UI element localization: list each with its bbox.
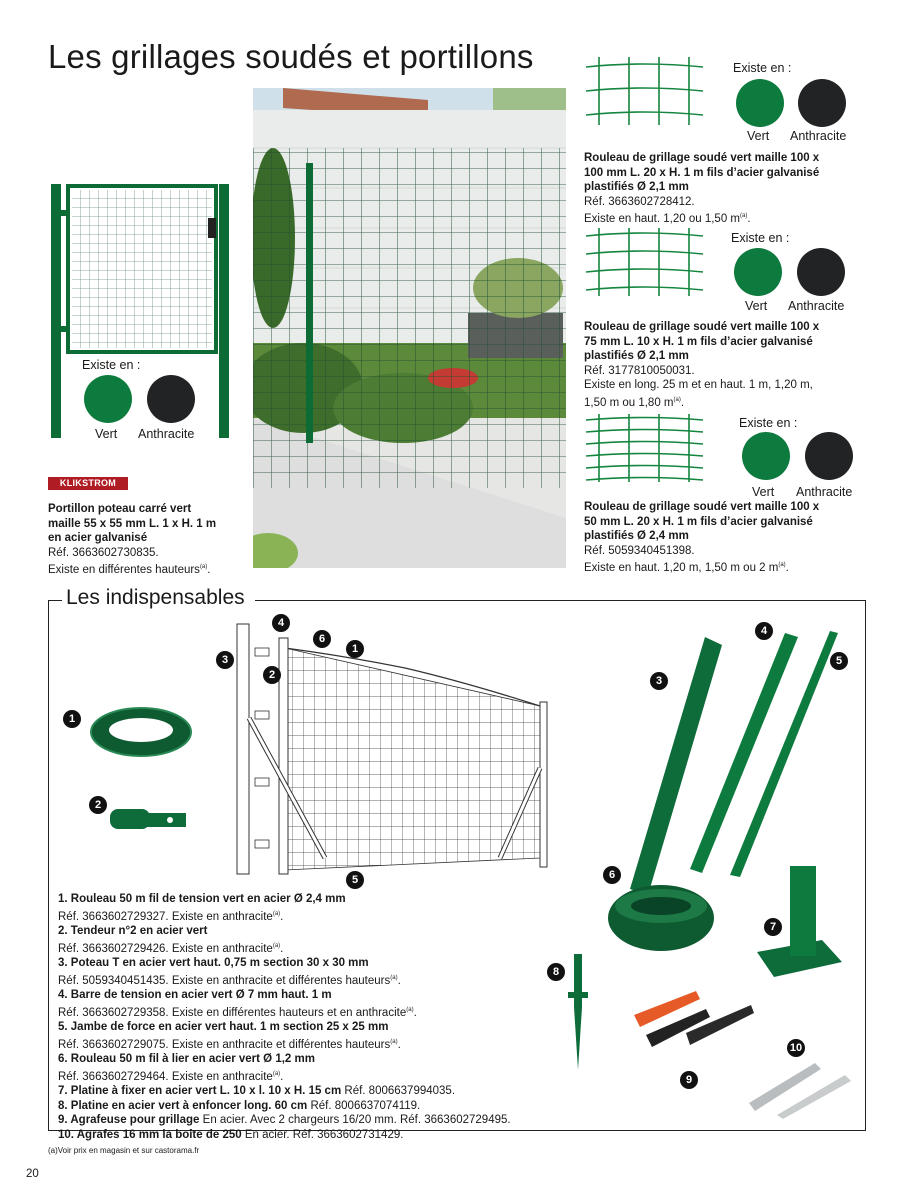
roll1-swatch-anthracite[interactable] <box>798 79 846 127</box>
gate-image <box>44 180 240 442</box>
tensioner-image <box>108 795 188 843</box>
roll2-description <box>584 320 884 410</box>
roll1-color-label-green: Vert <box>747 129 770 143</box>
gate-ref: Réf. 3663602730835. <box>48 546 159 559</box>
gate-color-label-green: Vert <box>95 427 118 441</box>
roll1-description <box>584 151 884 226</box>
roll2-exists-label: Existe en : <box>731 231 790 245</box>
page-title: Les grillages soudés et portillons <box>48 38 534 75</box>
item6-name: 6. Rouleau 50 m fil à lier en acier vert Ø 1,2 mm <box>58 1053 315 1066</box>
roll2-name-line1: Rouleau de grillage soudé vert maille 100 x <box>584 321 820 333</box>
roll3-description <box>584 500 884 575</box>
roll1-mesh-image <box>583 55 708 127</box>
roll3-name-line3: plastifiés Ø 2,4 mm <box>584 530 689 542</box>
roll2-swatch-anthracite[interactable] <box>797 248 845 296</box>
roll3-name-line2: 50 mm L. 20 x H. 1 m fils d’acier galvanisé <box>584 515 813 528</box>
frame-top-left <box>48 600 62 601</box>
item3-detail: Réf. 5059340451435. Existe en anthracite et différentes hauteurs$^{(a)}$. <box>58 974 401 987</box>
item3-name: 3. Poteau T en acier vert haut. 0,75 m section 30 x 30 mm <box>58 957 369 970</box>
product-marker-7: 7 <box>764 918 782 936</box>
binding-wire-roll-image <box>604 880 719 955</box>
roll3-color-label-green: Vert <box>752 485 775 499</box>
gate-name-line1: Portillon poteau carré vert <box>48 503 192 515</box>
roll1-name-line1: Rouleau de grillage soudé vert maille 100 x <box>584 152 820 164</box>
gate-name-line3: en acier galvanisé <box>48 532 148 544</box>
roll1-name-line3: plastifiés Ø 2,1 mm <box>584 181 689 193</box>
roll2-mesh-image <box>583 226 708 298</box>
diagram-marker-3: 3 <box>216 651 234 669</box>
accessory-list <box>58 892 618 1142</box>
item6-detail: Réf. 3663602729464. Existe en anthracite$^{(a)}$. <box>58 1070 284 1083</box>
diagram-marker-6: 6 <box>313 630 331 648</box>
roll1-note: Existe en haut. 1,20 ou 1,50 $m^{(a)}$. <box>584 212 751 225</box>
roll1-swatch-green[interactable] <box>736 79 784 127</box>
indispensables-title: Les indispensables <box>62 586 249 610</box>
roll1-name-line2: 100 mm L. 20 x H. 1 m fils d’acier galvanisé <box>584 166 820 179</box>
brand-logo-klikstrom: KLIKSTROM <box>48 477 128 490</box>
roll3-ref: Réf. 5059340451398. <box>584 544 695 557</box>
item4-name: 4. Barre de tension en acier vert Ø 7 mm haut. 1 m <box>58 989 332 1002</box>
installation-diagram <box>215 618 555 888</box>
roll2-color-label-anthracite: Anthracite <box>788 299 845 313</box>
gate-swatch-green[interactable] <box>84 375 132 423</box>
product-marker-1: 1 <box>63 710 81 728</box>
gate-exists-label: Existe en : <box>82 358 141 372</box>
roll2-note-line2: 1,50 m ou 1,80 $m^{(a)}$. <box>584 396 685 409</box>
item9: 9. Agrafeuse pour grillage En acier. Avec 2 chargeurs 16/20 mm. Réf. 3663602729495. <box>58 1114 511 1127</box>
roll3-note: Existe en haut. 1,20 m, 1,50 m ou 2 $m^{(a)}$. <box>584 561 789 574</box>
diagram-marker-1: 1 <box>346 640 364 658</box>
roll2-swatch-green[interactable] <box>734 248 782 296</box>
item4-detail: Réf. 3663602729358. Existe en différentes hauteurs et en anthracite$^{(a)}$. <box>58 1006 417 1019</box>
roll1-ref: Réf. 3663602728412. <box>584 195 695 208</box>
roll2-note-line1: Existe en long. 25 m et en haut. 1 m, 1,20 m, <box>584 379 813 391</box>
roll3-color-label-anthracite: Anthracite <box>796 485 853 499</box>
diagram-marker-2: 2 <box>263 666 281 684</box>
gate-description <box>48 502 258 577</box>
item2-name: 2. Tendeur n°2 en acier vert <box>58 925 208 938</box>
posts-image <box>620 625 850 895</box>
roll2-color-label-green: Vert <box>745 299 768 313</box>
roll2-name-line2: 75 mm L. 10 x H. 1 m fils d’acier galvanisé <box>584 335 813 348</box>
product-marker-2: 2 <box>89 796 107 814</box>
item5-name: 5. Jambe de force en acier vert haut. 1 m section 25 x 25 mm <box>58 1021 389 1034</box>
product-marker-5: 5 <box>830 652 848 670</box>
product-marker-6: 6 <box>603 866 621 884</box>
roll3-swatch-anthracite[interactable] <box>805 432 853 480</box>
item7: 7. Platine à fixer en acier vert L. 10 x l. 10 x H. 15 cm Réf. 8006637994035. <box>58 1085 456 1098</box>
roll2-name-line3: plastifiés Ø 2,1 mm <box>584 350 689 362</box>
roll1-color-label-anthracite: Anthracite <box>790 129 847 143</box>
roll3-name-line1: Rouleau de grillage soudé vert maille 100 x <box>584 501 820 513</box>
gate-swatch-anthracite[interactable] <box>147 375 195 423</box>
item2-detail: Réf. 3663602729426. Existe en anthracite$^{(a)}$. <box>58 942 284 955</box>
product-marker-8: 8 <box>547 963 565 981</box>
tension-wire-roll-image <box>86 700 196 762</box>
item1-detail: Réf. 3663602729327. Existe en anthracite$^{(a)}$. <box>58 910 284 923</box>
page-number: 20 <box>26 1168 39 1180</box>
item5-detail: Réf. 3663602729075. Existe en anthracite et différentes hauteurs$^{(a)}$. <box>58 1038 401 1051</box>
roll2-ref: Réf. 3177810050031. <box>584 364 695 377</box>
item10: 10. Agrafes 16 mm la boîte de 250 En acier. Réf. 3663602731429. <box>58 1128 404 1141</box>
staples-image <box>745 1055 855 1120</box>
garden-fence-photo <box>253 88 566 568</box>
frame-top-right <box>255 600 865 601</box>
roll1-exists-label: Existe en : <box>733 61 792 75</box>
product-marker-9: 9 <box>680 1071 698 1089</box>
gate-name-line2: maille 55 x 55 mm L. 1 x H. 1 m <box>48 517 217 530</box>
footnote: (a)Voir prix en magasin et sur castorama.fr <box>48 1146 200 1155</box>
item1-name: 1. Rouleau 50 m fil de tension vert en acier Ø 2,4 mm <box>58 893 346 905</box>
diagram-marker-5: 5 <box>346 871 364 889</box>
roll3-exists-label: Existe en : <box>739 416 798 430</box>
roll3-mesh-image <box>583 412 708 484</box>
product-marker-3: 3 <box>650 672 668 690</box>
product-marker-10: 10 <box>787 1039 805 1057</box>
gate-color-label-anthracite: Anthracite <box>138 427 195 441</box>
item8: 8. Platine en acier vert à enfoncer long. 60 cm Réf. 8006637074119. <box>58 1099 421 1112</box>
roll3-swatch-green[interactable] <box>742 432 790 480</box>
staplers-image <box>626 985 761 1065</box>
gate-note: Existe en différentes hauteurs$^{(a)}$. <box>48 563 211 576</box>
product-marker-4: 4 <box>755 622 773 640</box>
diagram-marker-4: 4 <box>272 614 290 632</box>
